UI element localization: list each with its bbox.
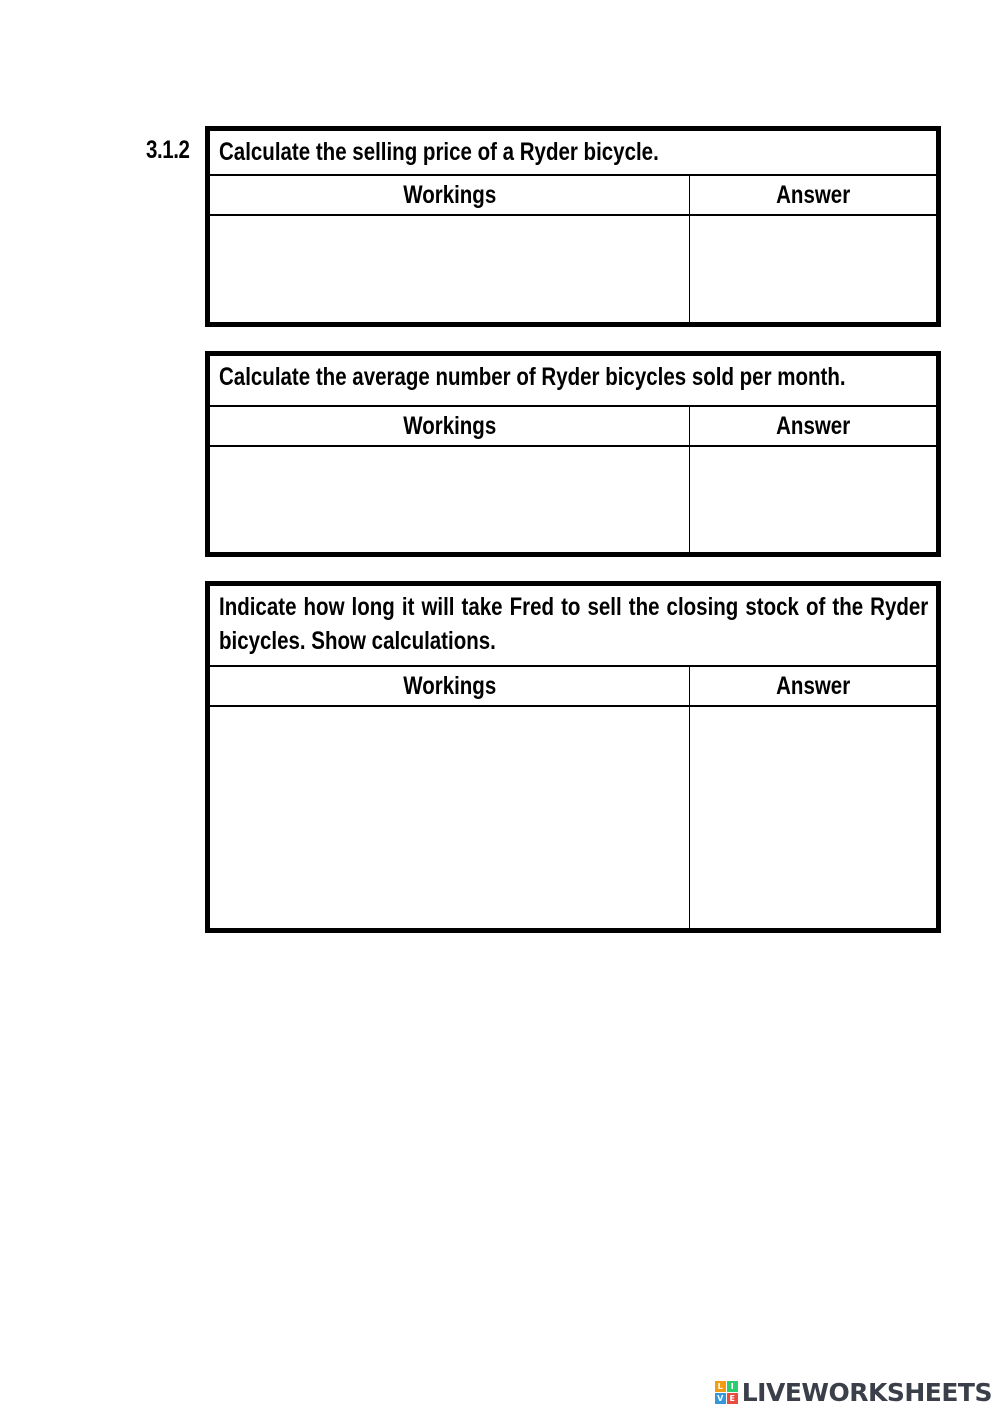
question-prompt — [210, 131, 936, 176]
table-header-row — [210, 667, 936, 707]
workings-header: Workings — [210, 667, 690, 705]
question-prompt-text: Calculate the average number of Ryder bicycles sold per month. — [219, 363, 846, 391]
liveworksheets-logo — [715, 1378, 992, 1407]
question-prompt — [210, 586, 936, 667]
answer-cell — [690, 216, 936, 322]
workings-header: Workings — [210, 407, 690, 445]
table-body-row — [210, 447, 936, 552]
answer-input[interactable] — [690, 447, 936, 552]
workings-input[interactable] — [210, 707, 689, 928]
question-prompt-text: Calculate the selling price of a Ryder bicycle. — [219, 138, 659, 166]
table-header-row — [210, 407, 936, 447]
question-prompt — [210, 356, 936, 407]
answer-header: Answer — [775, 671, 851, 700]
workings-cell — [210, 707, 690, 928]
workings-cell — [210, 216, 690, 322]
workings-header: Workings — [210, 176, 690, 214]
logo-text: LIVEWORKSHEETS — [741, 1378, 992, 1407]
logo-mark-letter: I — [727, 1381, 738, 1392]
table-body-row — [210, 216, 936, 322]
workings-input[interactable] — [210, 447, 689, 552]
question-box-closing-stock — [205, 581, 941, 933]
question-number: 3.1.2 — [146, 136, 190, 164]
answer-header: Answer — [775, 411, 851, 440]
workings-cell — [210, 447, 690, 552]
question-prompt-text: Indicate how long it will take Fred to sell the closing stock of the Ryder bicycles. Show calculations. — [219, 593, 929, 655]
question-box-average-sold — [205, 351, 941, 557]
logo-mark-letter: L — [715, 1381, 726, 1392]
table-header-row — [210, 176, 936, 216]
question-box-selling-price — [205, 126, 941, 327]
logo-mark-letter: V — [715, 1393, 726, 1404]
answer-header: Answer — [775, 180, 851, 209]
workings-input[interactable] — [210, 216, 689, 322]
answer-input[interactable] — [690, 216, 936, 322]
table-body-row — [210, 707, 936, 928]
liveworksheets-logo-icon — [715, 1381, 738, 1404]
answer-input[interactable] — [690, 707, 936, 928]
answer-cell — [690, 447, 936, 552]
answer-cell — [690, 707, 936, 928]
logo-mark-letter: E — [727, 1393, 738, 1404]
